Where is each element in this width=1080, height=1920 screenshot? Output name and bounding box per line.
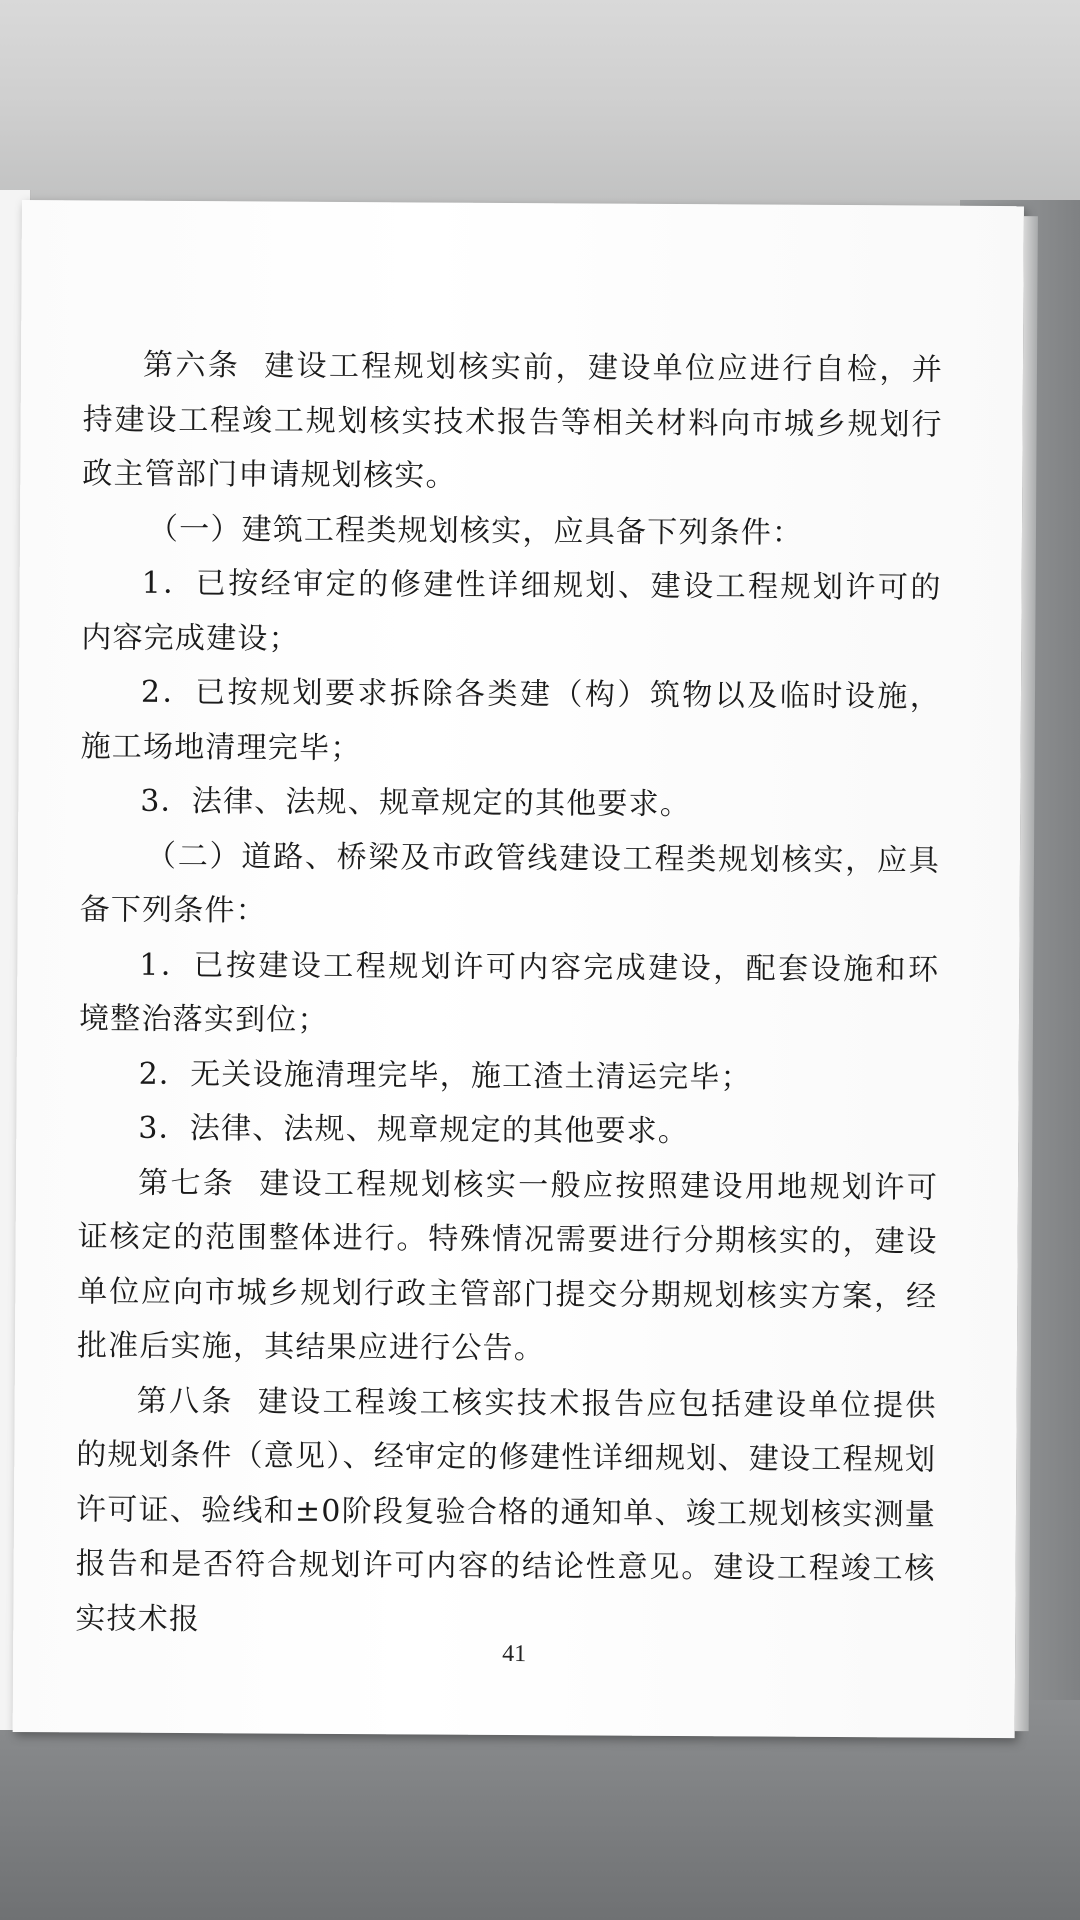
article-text: 建设工程规划核实一般应按照建设用地规划许可证核定的范围整体进行。特殊情况需要进行分期核实的，建设单位应向市城乡规划行政主管部门提交分期规划核实方案，经批准后实施，其结果应进行公告。	[76, 1165, 939, 1367]
condition-item: 3．法律、法规、规章规定的其他要求。	[140, 783, 692, 823]
sub-clause-2: （二）道路、桥梁及市政管线建设工程类规划核实，应具备下列条件：	[79, 838, 941, 929]
article-heading: 第七条	[137, 1165, 236, 1201]
article-heading: 第八条	[136, 1383, 234, 1419]
article-heading: 第六条	[142, 347, 241, 384]
page-content	[75, 338, 943, 1651]
condition-item: 1．已按建设工程规划许可内容完成建设，配套设施和环境整治落实到位；	[78, 947, 940, 1038]
article-7	[77, 1156, 938, 1379]
article-6	[82, 338, 943, 507]
page-number: 41	[502, 1640, 527, 1668]
condition-item: 1．已按经审定的修建性详细规划、建设工程规划许可的内容完成建设；	[81, 565, 942, 657]
article-text: 建设工程规划核实前，建设单位应进行自检，并持建设工程竣工规划核实技术报告等相关材料向市城乡规划行政主管部门申请规划核实。	[82, 348, 944, 494]
condition-item: 3．法律、法规、规章规定的其他要求。	[138, 1110, 690, 1150]
condition-item: 2．已按规划要求拆除各类建（构）筑物以及临时设施，施工场地清理完毕；	[80, 674, 942, 766]
article-8	[75, 1374, 937, 1652]
condition-item: 2．无关设施清理完毕，施工渣土清运完毕；	[138, 1056, 752, 1095]
sub-clause-1: （一）建筑工程类规划核实，应具备下列条件：	[147, 511, 804, 551]
document-page	[13, 200, 1024, 1738]
article-text: 建设工程竣工核实技术报告应包括建设单位提供的规划条件（意见）、经审定的修建性详细规划、建设工程规划许可证、验线和±0阶段复验合格的通知单、竣工规划核实测量报告和是否符合规划许可内容的结论性意见。建设工程竣工核实技术报	[75, 1383, 937, 1637]
